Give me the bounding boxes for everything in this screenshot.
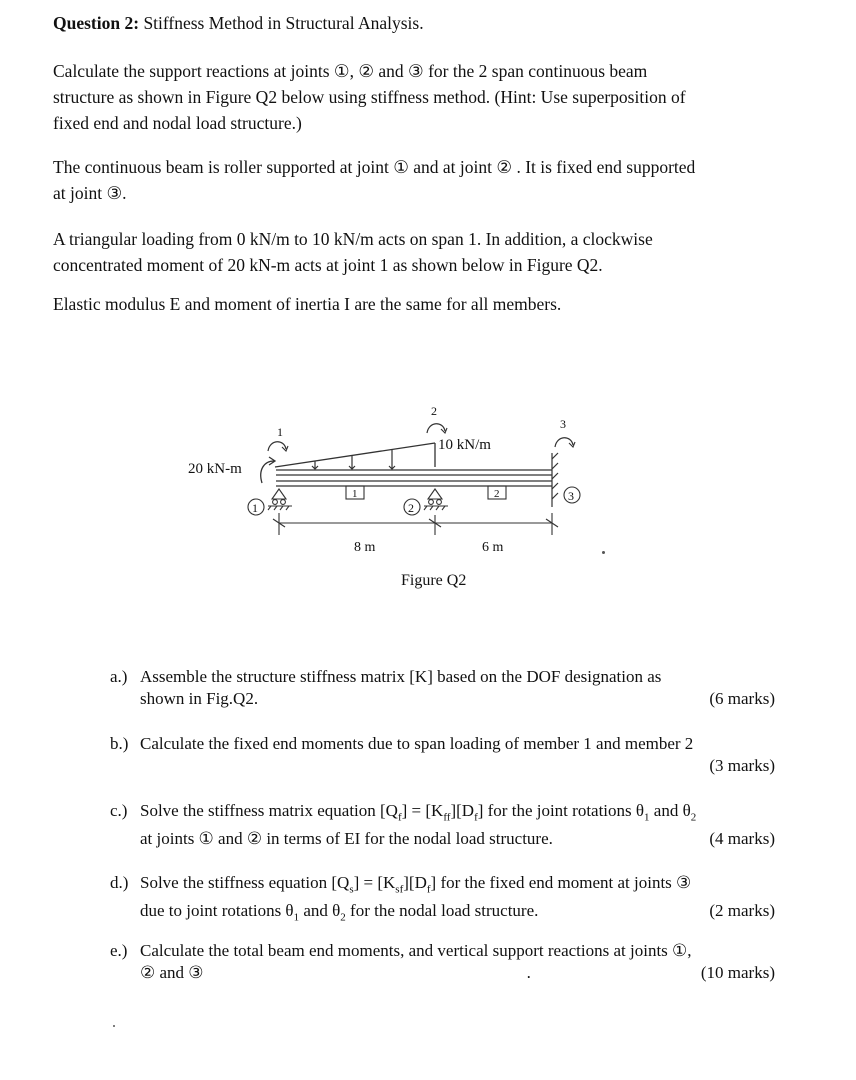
text-line: at joint ③. <box>53 183 127 203</box>
dof-label-3: 3 <box>560 417 566 431</box>
text-line: fixed end and nodal load structure.) <box>53 113 302 133</box>
text-line: Solve the stiffness matrix equation $[Q_f] = [K_{ff}][D_f]$ for the joint rotations $\theta_1$ and $\theta_2$ <box>140 801 697 824</box>
stray-dot <box>602 551 605 554</box>
dof-rotation-2 <box>427 424 445 433</box>
text-line: Elastic modulus E and moment of inertia I are the same for all members. <box>53 294 562 314</box>
text-line: Assemble the structure stiffness matrix [K] based on the DOF designation as <box>140 667 662 686</box>
marks: (4 marks) <box>709 829 775 849</box>
task-c <box>110 800 775 850</box>
text-line: concentrated moment of 20 kN-m acts at joint 1 as shown below in Figure Q2. <box>53 255 603 275</box>
problem-paragraph-1 <box>53 58 783 136</box>
text-line: Solve the stiffness equation $[Q_s] = [K_{sf}][D_f]$ for the fixed end moment at joints ③ <box>140 873 692 896</box>
svg-text:2: 2 <box>494 488 500 500</box>
stray-dot <box>113 1025 115 1027</box>
text-line: A triangular loading from 0 kN/m to 10 kN/m acts on span 1. In addition, a clockwise <box>53 229 653 249</box>
dof-rotation-3 <box>555 438 573 447</box>
svg-text:1: 1 <box>252 501 258 515</box>
svg-text:2: 2 <box>408 501 414 515</box>
svg-text:3: 3 <box>568 489 574 503</box>
stray-period: . <box>526 963 531 982</box>
dof-rotation-1 <box>268 442 286 451</box>
marks: (2 marks) <box>709 901 775 921</box>
load-slope-line <box>275 443 435 467</box>
question-title <box>53 10 783 36</box>
task-d <box>110 872 775 929</box>
load-label: 10 kN/m <box>438 437 491 453</box>
applied-moment-arrow <box>261 461 274 483</box>
question-number: Question 2: <box>53 13 140 33</box>
text-line: shown in Fig.Q2. <box>140 689 259 708</box>
problem-paragraph-4 <box>53 291 783 317</box>
svg-text:1: 1 <box>352 488 358 500</box>
figure-caption: Figure Q2 <box>401 572 467 589</box>
dof-label-1: 1 <box>277 425 283 439</box>
task-label: c.) <box>110 801 128 820</box>
joint-label-1 <box>248 499 264 515</box>
fixed-support <box>552 453 558 507</box>
marks: (10 marks) <box>700 963 775 982</box>
task-label: b.) <box>110 734 129 753</box>
text-line: The continuous beam is roller supported at joint ① and at joint ② . It is fixed end supported <box>53 157 696 177</box>
moment-label: 20 kN-m <box>188 461 242 477</box>
marks: (3 marks) <box>709 756 775 775</box>
task-label: d.) <box>110 873 129 892</box>
span-length-2: 6 m <box>482 540 504 555</box>
text-line: Calculate the total beam end moments, and vertical support reactions at joints ①, <box>140 941 692 960</box>
text-line: Calculate the fixed end moments due to span loading of member 1 and member 2 <box>140 734 694 753</box>
task-e <box>110 940 775 984</box>
text-line: due to joint rotations $\theta_1$ and $\theta_2$ for the nodal load structure. <box>140 901 539 924</box>
task-a <box>110 666 775 710</box>
question-topic: Stiffness Method in Structural Analysis. <box>139 13 424 33</box>
member-label-2 <box>488 486 506 500</box>
beam-figure <box>180 395 620 595</box>
task-label: a.) <box>110 667 128 686</box>
text-line: structure as shown in Figure Q2 below using stiffness method. (Hint: Use superposition of <box>53 87 686 107</box>
task-b <box>110 733 775 777</box>
text-line: Calculate the support reactions at joints ①, ② and ③ for the 2 span continuous beam <box>53 61 648 81</box>
joint-label-2 <box>404 499 420 515</box>
joint-label-3 <box>564 487 580 503</box>
dimension-line <box>273 513 558 535</box>
problem-paragraph-2 <box>53 154 783 206</box>
span-length-1: 8 m <box>354 540 376 555</box>
roller-support-2 <box>424 489 448 510</box>
text-line: at joints ① and ② in terms of EI for the nodal load structure. <box>140 829 553 849</box>
dof-label-2: 2 <box>431 404 437 418</box>
roller-support-1 <box>268 489 292 510</box>
text-line: ② and ③ <box>140 963 204 982</box>
beam <box>276 470 552 486</box>
member-label-1 <box>346 486 364 500</box>
marks: (6 marks) <box>709 689 775 708</box>
task-label: e.) <box>110 941 128 960</box>
problem-paragraph-3 <box>53 226 783 278</box>
